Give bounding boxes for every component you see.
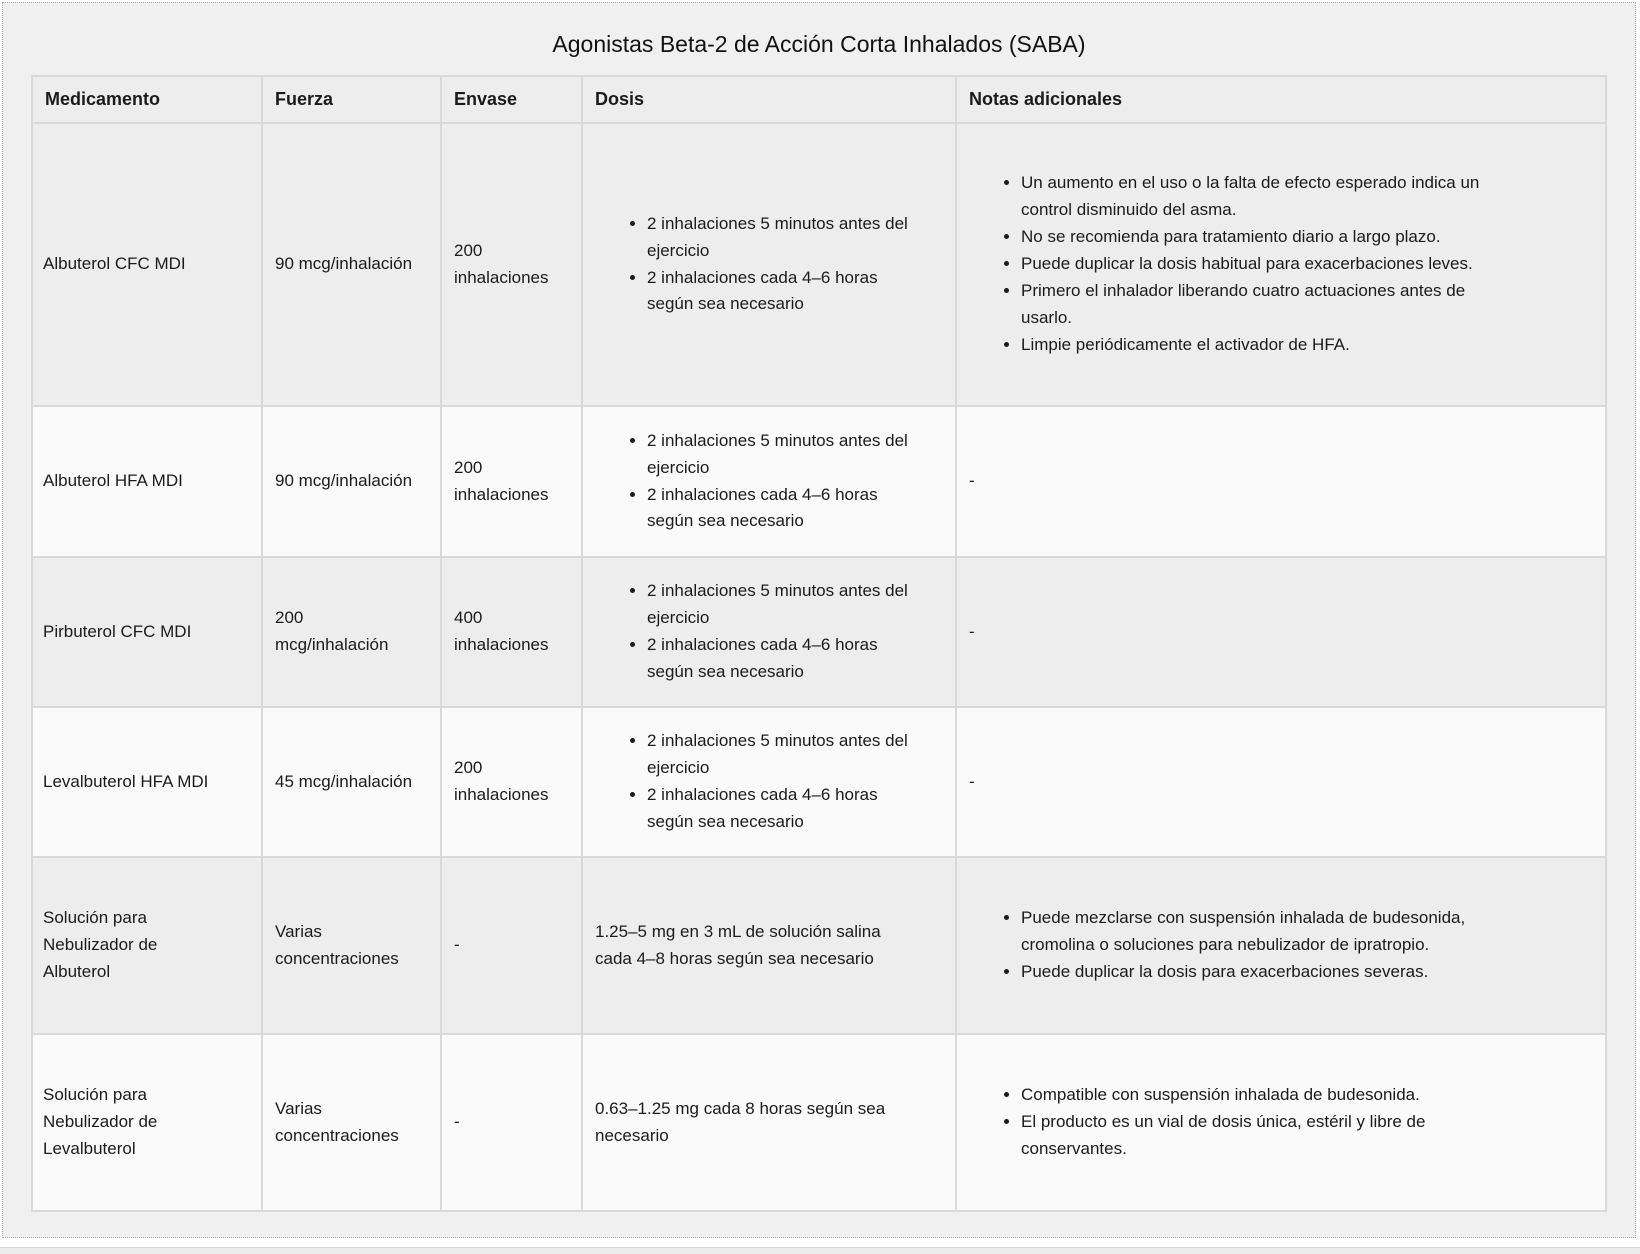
- bullet-item: • 2 inhalaciones 5 minutos antes del ejercicio: [647, 578, 919, 632]
- cell-fuerza: 90 mcg/inhalación: [262, 123, 441, 406]
- bullet-item: • 2 inhalaciones cada 4–6 horas según sea necesario: [647, 632, 919, 686]
- cell-dosis: [582, 406, 956, 557]
- dosis-bullet-list: [595, 211, 943, 318]
- bullet-item: • No se recomienda para tratamiento diario a largo plazo.: [1021, 224, 1517, 251]
- notas-bullet-list: [969, 905, 1593, 986]
- notas-bullet-list: [969, 170, 1593, 358]
- bullet-item: • 2 inhalaciones cada 4–6 horas según sea necesario: [647, 265, 919, 319]
- dosis-bullet-list: [595, 728, 943, 835]
- notas-bullet-list: [969, 1082, 1593, 1163]
- page-title: Agonistas Beta-2 de Acción Corta Inhalados (SABA): [552, 31, 1086, 57]
- cell-medicamento: Albuterol CFC MDI: [32, 123, 262, 406]
- cell-medicamento: Levalbuterol HFA MDI: [32, 707, 262, 857]
- table-row-solucion-nebulizador-albuterol: [32, 857, 1606, 1034]
- table-row-levalbuterol-hfa-mdi: [32, 707, 1606, 857]
- bullet-item: • Puede duplicar la dosis habitual para exacerbaciones leves.: [1021, 251, 1517, 278]
- column-header-medicamento: Medicamento: [32, 76, 262, 123]
- cell-fuerza: 200 mcg/inhalación: [262, 557, 441, 707]
- column-header-fuerza: Fuerza: [262, 76, 441, 123]
- cell-medicamento: Albuterol HFA MDI: [32, 406, 262, 557]
- bullet-item: • Primero el inhalador liberando cuatro actuaciones antes de usarlo.: [1021, 278, 1517, 332]
- cell-medicamento: Solución para Nebulizador de Levalbuterol: [32, 1034, 262, 1211]
- cell-notas: -: [956, 707, 1606, 857]
- cell-notas: -: [956, 557, 1606, 707]
- cell-notas: [956, 857, 1606, 1034]
- cell-envase: 200 inhalaciones: [441, 707, 582, 857]
- cell-envase: 200 inhalaciones: [441, 123, 582, 406]
- column-header-dosis: Dosis: [582, 76, 956, 123]
- cell-medicamento: Solución para Nebulizador de Albuterol: [32, 857, 262, 1034]
- cell-fuerza: Varias concentraciones: [262, 857, 441, 1034]
- bullet-item: • 2 inhalaciones 5 minutos antes del ejercicio: [647, 728, 919, 782]
- column-header-envase: Envase: [441, 76, 582, 123]
- cell-notas: [956, 123, 1606, 406]
- table-row-albuterol-cfc-mdi: [32, 123, 1606, 406]
- cell-dosis: [582, 857, 956, 1034]
- cell-dosis: [582, 123, 956, 406]
- bullet-item: • 2 inhalaciones cada 4–6 horas según sea necesario: [647, 482, 919, 536]
- header-row: [32, 76, 1606, 123]
- table-row-albuterol-hfa-mdi: [32, 406, 1606, 557]
- bullet-item: • 2 inhalaciones 5 minutos antes del ejercicio: [647, 211, 919, 265]
- table-row-solucion-nebulizador-levalbuterol: [32, 1034, 1606, 1211]
- bullet-item: • Puede duplicar la dosis para exacerbaciones severas.: [1021, 959, 1517, 986]
- bullet-item: • Limpie periódicamente el activador de HFA.: [1021, 332, 1517, 359]
- cell-notas: -: [956, 406, 1606, 557]
- cell-envase: -: [441, 857, 582, 1034]
- bullet-item: • El producto es un vial de dosis única, estéril y libre de conservantes.: [1021, 1109, 1517, 1163]
- cell-envase: -: [441, 1034, 582, 1211]
- dosis-text: 1.25–5 mg en 3 mL de solución salina cada 4–8 horas según sea necesario: [595, 921, 881, 968]
- document-page: [2, 2, 1636, 1238]
- bullet-item: • Puede mezclarse con suspensión inhalada de budesonida, cromolina o soluciones para nebulizador de ipratropio.: [1021, 905, 1517, 959]
- cell-medicamento: Pirbuterol CFC MDI: [32, 557, 262, 707]
- cell-dosis: [582, 557, 956, 707]
- cell-fuerza: 45 mcg/inhalación: [262, 707, 441, 857]
- cell-envase: 200 inhalaciones: [441, 406, 582, 557]
- cell-dosis: [582, 1034, 956, 1211]
- table-row-pirbuterol-cfc-mdi: [32, 557, 1606, 707]
- cell-fuerza: Varias concentraciones: [262, 1034, 441, 1211]
- dosis-bullet-list: [595, 428, 943, 535]
- column-header-notas-adicionales: Notas adicionales: [956, 76, 1606, 123]
- bullet-item: • Compatible con suspensión inhalada de budesonida.: [1021, 1082, 1517, 1109]
- cell-fuerza: 90 mcg/inhalación: [262, 406, 441, 557]
- dosis-bullet-list: [595, 578, 943, 685]
- cell-dosis: [582, 707, 956, 857]
- bullet-item: • 2 inhalaciones 5 minutos antes del ejercicio: [647, 428, 919, 482]
- dosis-text: 0.63–1.25 mg cada 8 horas según sea necesario: [595, 1098, 886, 1145]
- cell-notas: [956, 1034, 1606, 1211]
- cell-envase: 400 inhalaciones: [441, 557, 582, 707]
- bullet-item: • Un aumento en el uso o la falta de efecto esperado indica un control disminuido del asma.: [1021, 170, 1517, 224]
- saba-medications-table: [31, 75, 1607, 1212]
- bullet-item: • 2 inhalaciones cada 4–6 horas según sea necesario: [647, 782, 919, 836]
